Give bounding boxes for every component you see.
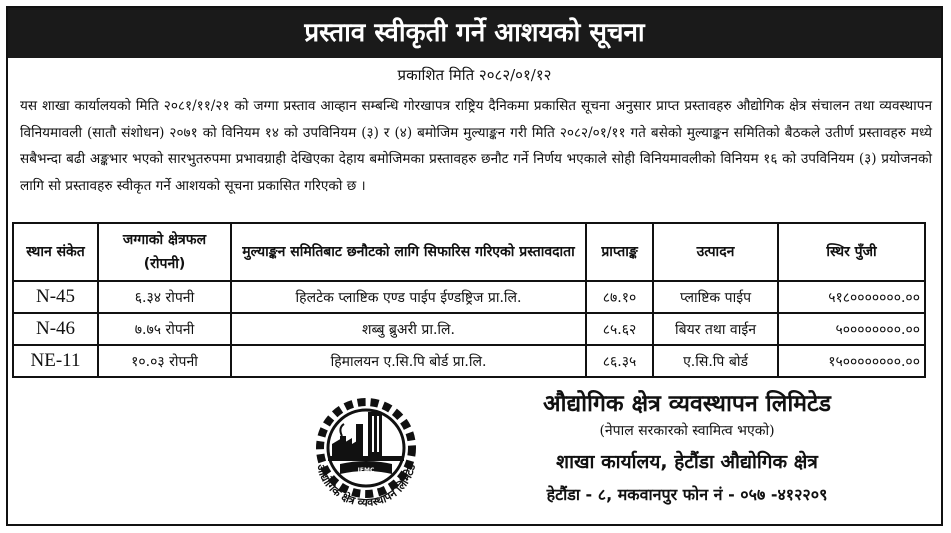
score-cell: ८७.१० bbox=[586, 281, 653, 313]
bidder-cell: हिलटेक प्लाष्टिक एण्ड पाईप ईण्डष्ट्रिज प्रा.लि. bbox=[231, 281, 586, 313]
capital-cell: ५००००००००.०० bbox=[778, 313, 925, 345]
land-area-cell: ६.३४ रोपनी bbox=[98, 281, 231, 313]
land-area-cell: १०.०३ रोपनी bbox=[98, 345, 231, 377]
plot-code-cell: N-46 bbox=[13, 313, 98, 345]
score-cell: ८६.३५ bbox=[586, 345, 653, 377]
header-fixed-capital: स्थिर पुँजी bbox=[778, 223, 925, 281]
table-row bbox=[13, 313, 925, 345]
capital-cell: ५१८०००००००.०० bbox=[778, 281, 925, 313]
published-date: प्रकाशित मिति २०८२/०१/१२ bbox=[397, 66, 552, 84]
company-name: औद्योगिक क्षेत्र व्यवस्थापन लिमिटेड bbox=[543, 391, 831, 417]
land-area-cell: ७.७५ रोपनी bbox=[98, 313, 231, 345]
company-ownership: (नेपाल सरकारको स्वामित्व भएको) bbox=[599, 423, 775, 439]
header-recommended-bidder: मुल्याङ्कन समितिबाट छनौटको लागि सिफारिस गरिएको प्रस्तावदाता bbox=[231, 223, 586, 281]
header-score: प्राप्ताङ्क bbox=[586, 223, 653, 281]
score-cell: ८५.६२ bbox=[586, 313, 653, 345]
capital-cell: १५००००००००.०० bbox=[778, 345, 925, 377]
table-header-row bbox=[13, 223, 925, 281]
plot-code-cell: NE-11 bbox=[13, 345, 98, 377]
table-row bbox=[13, 345, 925, 377]
branch-office: शाखा कार्यालय, हेटौंडा औद्योगिक क्षेत्र bbox=[556, 451, 818, 473]
plot-code-cell: N-45 bbox=[13, 281, 98, 313]
header-plot-code: स्थान संकेत bbox=[13, 223, 98, 281]
header-product: उत्पादन bbox=[653, 223, 778, 281]
notice-body: यस शाखा कार्यालयको मिति २०८१/११/२१ को जग्गा प्रस्ताव आव्हान सम्बन्धि गोरखापत्र राष्ट्रिय दैनिकमा प्रकासित सूचना अनुसार प्राप्त प्रस्तावहरु औद्योगिक क्षेत्र संचालन तथा व्यवस्थापन विनियमावली (सातौ संशोधन) २०७१ को विनियम १४ को उपविनियम (३) र (४) बमोजिम मुल्याङ्कन गरी मिति २०८२/०१/११ गते बसेको मुल्याङ्कन समितिको बैठकले उतीर्ण प्रस्तावहरु मध्ये सबैभन्दा बढी अङ्कभार भएको सारभुतरुपमा प्रभावग्राही देखिएका देहाय बमोजिमका प्रस्तावहरु छनौट गर्ने निर्णय भएकाले सोही विनियमावलीको विनियम १६ को उपविनियम (३) प्रयोजनको लागि सो प्रस्तावहरु स्वीकृत गर्ने आशयको सूचना प्रकासित गरिएको छ । bbox=[20, 98, 932, 194]
product-cell: प्लाष्टिक पाईप bbox=[653, 281, 778, 313]
selected-proposals-table bbox=[12, 222, 926, 378]
logo-mark: IEMC bbox=[357, 467, 375, 474]
bidder-cell: हिमालयन ए.सि.पि बोर्ड प्रा.लि. bbox=[231, 345, 586, 377]
logo-arc-text: औद्योगिक क्षेत्र व्यवस्थापन लिमिटेड bbox=[313, 462, 419, 510]
bidder-cell: शब्बु ब्रुअरी प्रा.लि. bbox=[231, 313, 586, 345]
company-block bbox=[462, 388, 912, 510]
table-row bbox=[13, 281, 925, 313]
notice-title: प्रस्ताव स्वीकृती गर्ने आशयको सूचना bbox=[8, 8, 941, 58]
header-land-area: जग्गाको क्षेत्रफल (रोपनी) bbox=[98, 223, 231, 281]
contact-info: हेटौंडा - ८, मकवानपुर फोन नं - ०५७ -४१२२०९ bbox=[546, 485, 828, 504]
product-cell: ए.सि.पि बोर्ड bbox=[653, 345, 778, 377]
company-logo bbox=[298, 390, 434, 518]
product-cell: बियर तथा वाईन bbox=[653, 313, 778, 345]
